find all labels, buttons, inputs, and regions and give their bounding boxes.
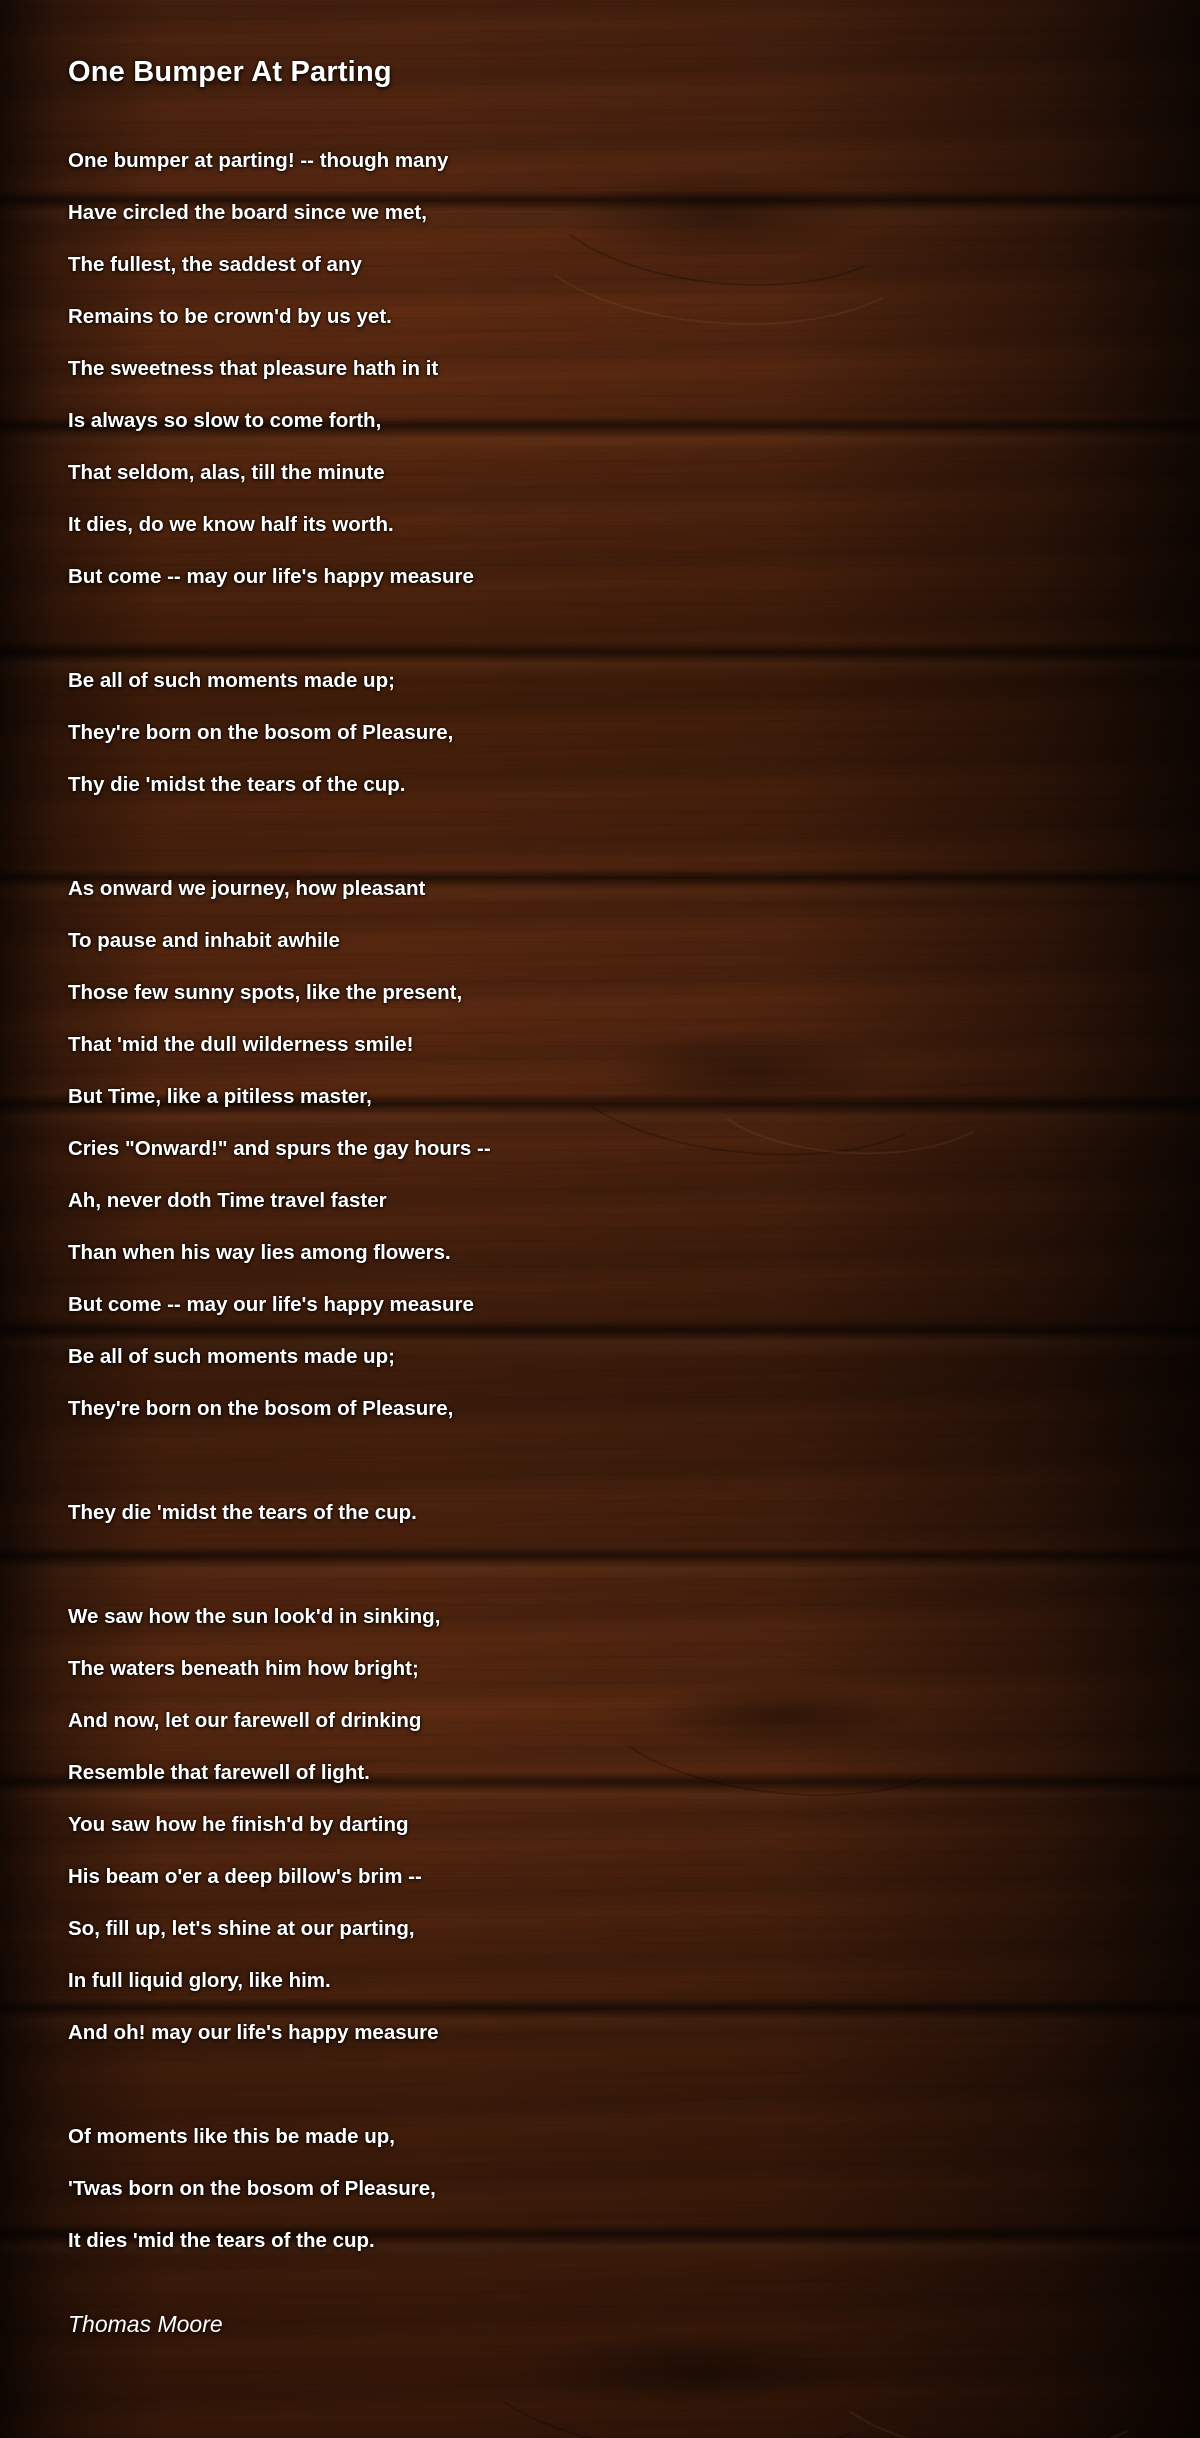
poem-line: Have circled the board since we met, xyxy=(68,201,427,224)
page-title: One Bumper At Parting xyxy=(68,56,392,88)
poem-line: Is always so slow to come forth, xyxy=(68,409,382,432)
poem-line: Those few sunny spots, like the present, xyxy=(68,981,463,1004)
poem-line: But come -- may our life's happy measure xyxy=(68,565,474,588)
poem-line: Of moments like this be made up, xyxy=(68,2125,395,2148)
poem-line: Thy die 'midst the tears of the cup. xyxy=(68,773,406,796)
poem-line: Ah, never doth Time travel faster xyxy=(68,1189,387,1212)
poem-line: But come -- may our life's happy measure xyxy=(68,1293,474,1316)
poem-line: They're born on the bosom of Pleasure, xyxy=(68,1397,454,1420)
poem-line-blank xyxy=(68,1539,1136,1591)
poem-line: It dies 'mid the tears of the cup. xyxy=(68,2229,375,2252)
poem-line: Cries "Onward!" and spurs the gay hours -- xyxy=(68,1137,491,1160)
poem-line: Be all of such moments made up; xyxy=(68,1345,395,1368)
poem-line: The waters beneath him how bright; xyxy=(68,1657,419,1680)
poem-line: 'Twas born on the bosom of Pleasure, xyxy=(68,2177,436,2200)
poem-line: And oh! may our life's happy measure xyxy=(68,2021,439,2044)
poem-line-blank xyxy=(68,1435,1136,1487)
poem-body xyxy=(68,135,1136,2267)
poem-line-blank xyxy=(68,2059,1136,2111)
poem-line: One bumper at parting! -- though many xyxy=(68,149,449,172)
poem-line: We saw how the sun look'd in sinking, xyxy=(68,1605,441,1628)
poem-line-blank xyxy=(68,603,1136,655)
poem-line: Resemble that farewell of light. xyxy=(68,1761,370,1784)
poem-line-blank xyxy=(68,811,1136,863)
poem-line: It dies, do we know half its worth. xyxy=(68,513,394,536)
poem-author: Thomas Moore xyxy=(68,2311,223,2337)
poem-line: Remains to be crown'd by us yet. xyxy=(68,305,392,328)
poem-line: The sweetness that pleasure hath in it xyxy=(68,357,439,380)
poem-line: And now, let our farewell of drinking xyxy=(68,1709,422,1732)
poem-line: To pause and inhabit awhile xyxy=(68,929,340,952)
poem-line: Than when his way lies among flowers. xyxy=(68,1241,451,1264)
poem-line: The fullest, the saddest of any xyxy=(68,253,362,276)
poem-line: Be all of such moments made up; xyxy=(68,669,395,692)
poem-line: As onward we journey, how pleasant xyxy=(68,877,426,900)
poem-line: They're born on the bosom of Pleasure, xyxy=(68,721,454,744)
poem-line: They die 'midst the tears of the cup. xyxy=(68,1501,417,1524)
poem-line: You saw how he finish'd by darting xyxy=(68,1813,409,1836)
poem-line: So, fill up, let's shine at our parting, xyxy=(68,1917,415,1940)
poem-line: That 'mid the dull wilderness smile! xyxy=(68,1033,414,1056)
poem-line: But Time, like a pitiless master, xyxy=(68,1085,372,1108)
poem-line: In full liquid glory, like him. xyxy=(68,1969,331,1992)
poem-line: That seldom, alas, till the minute xyxy=(68,461,385,484)
poem-line: His beam o'er a deep billow's brim -- xyxy=(68,1865,422,1888)
